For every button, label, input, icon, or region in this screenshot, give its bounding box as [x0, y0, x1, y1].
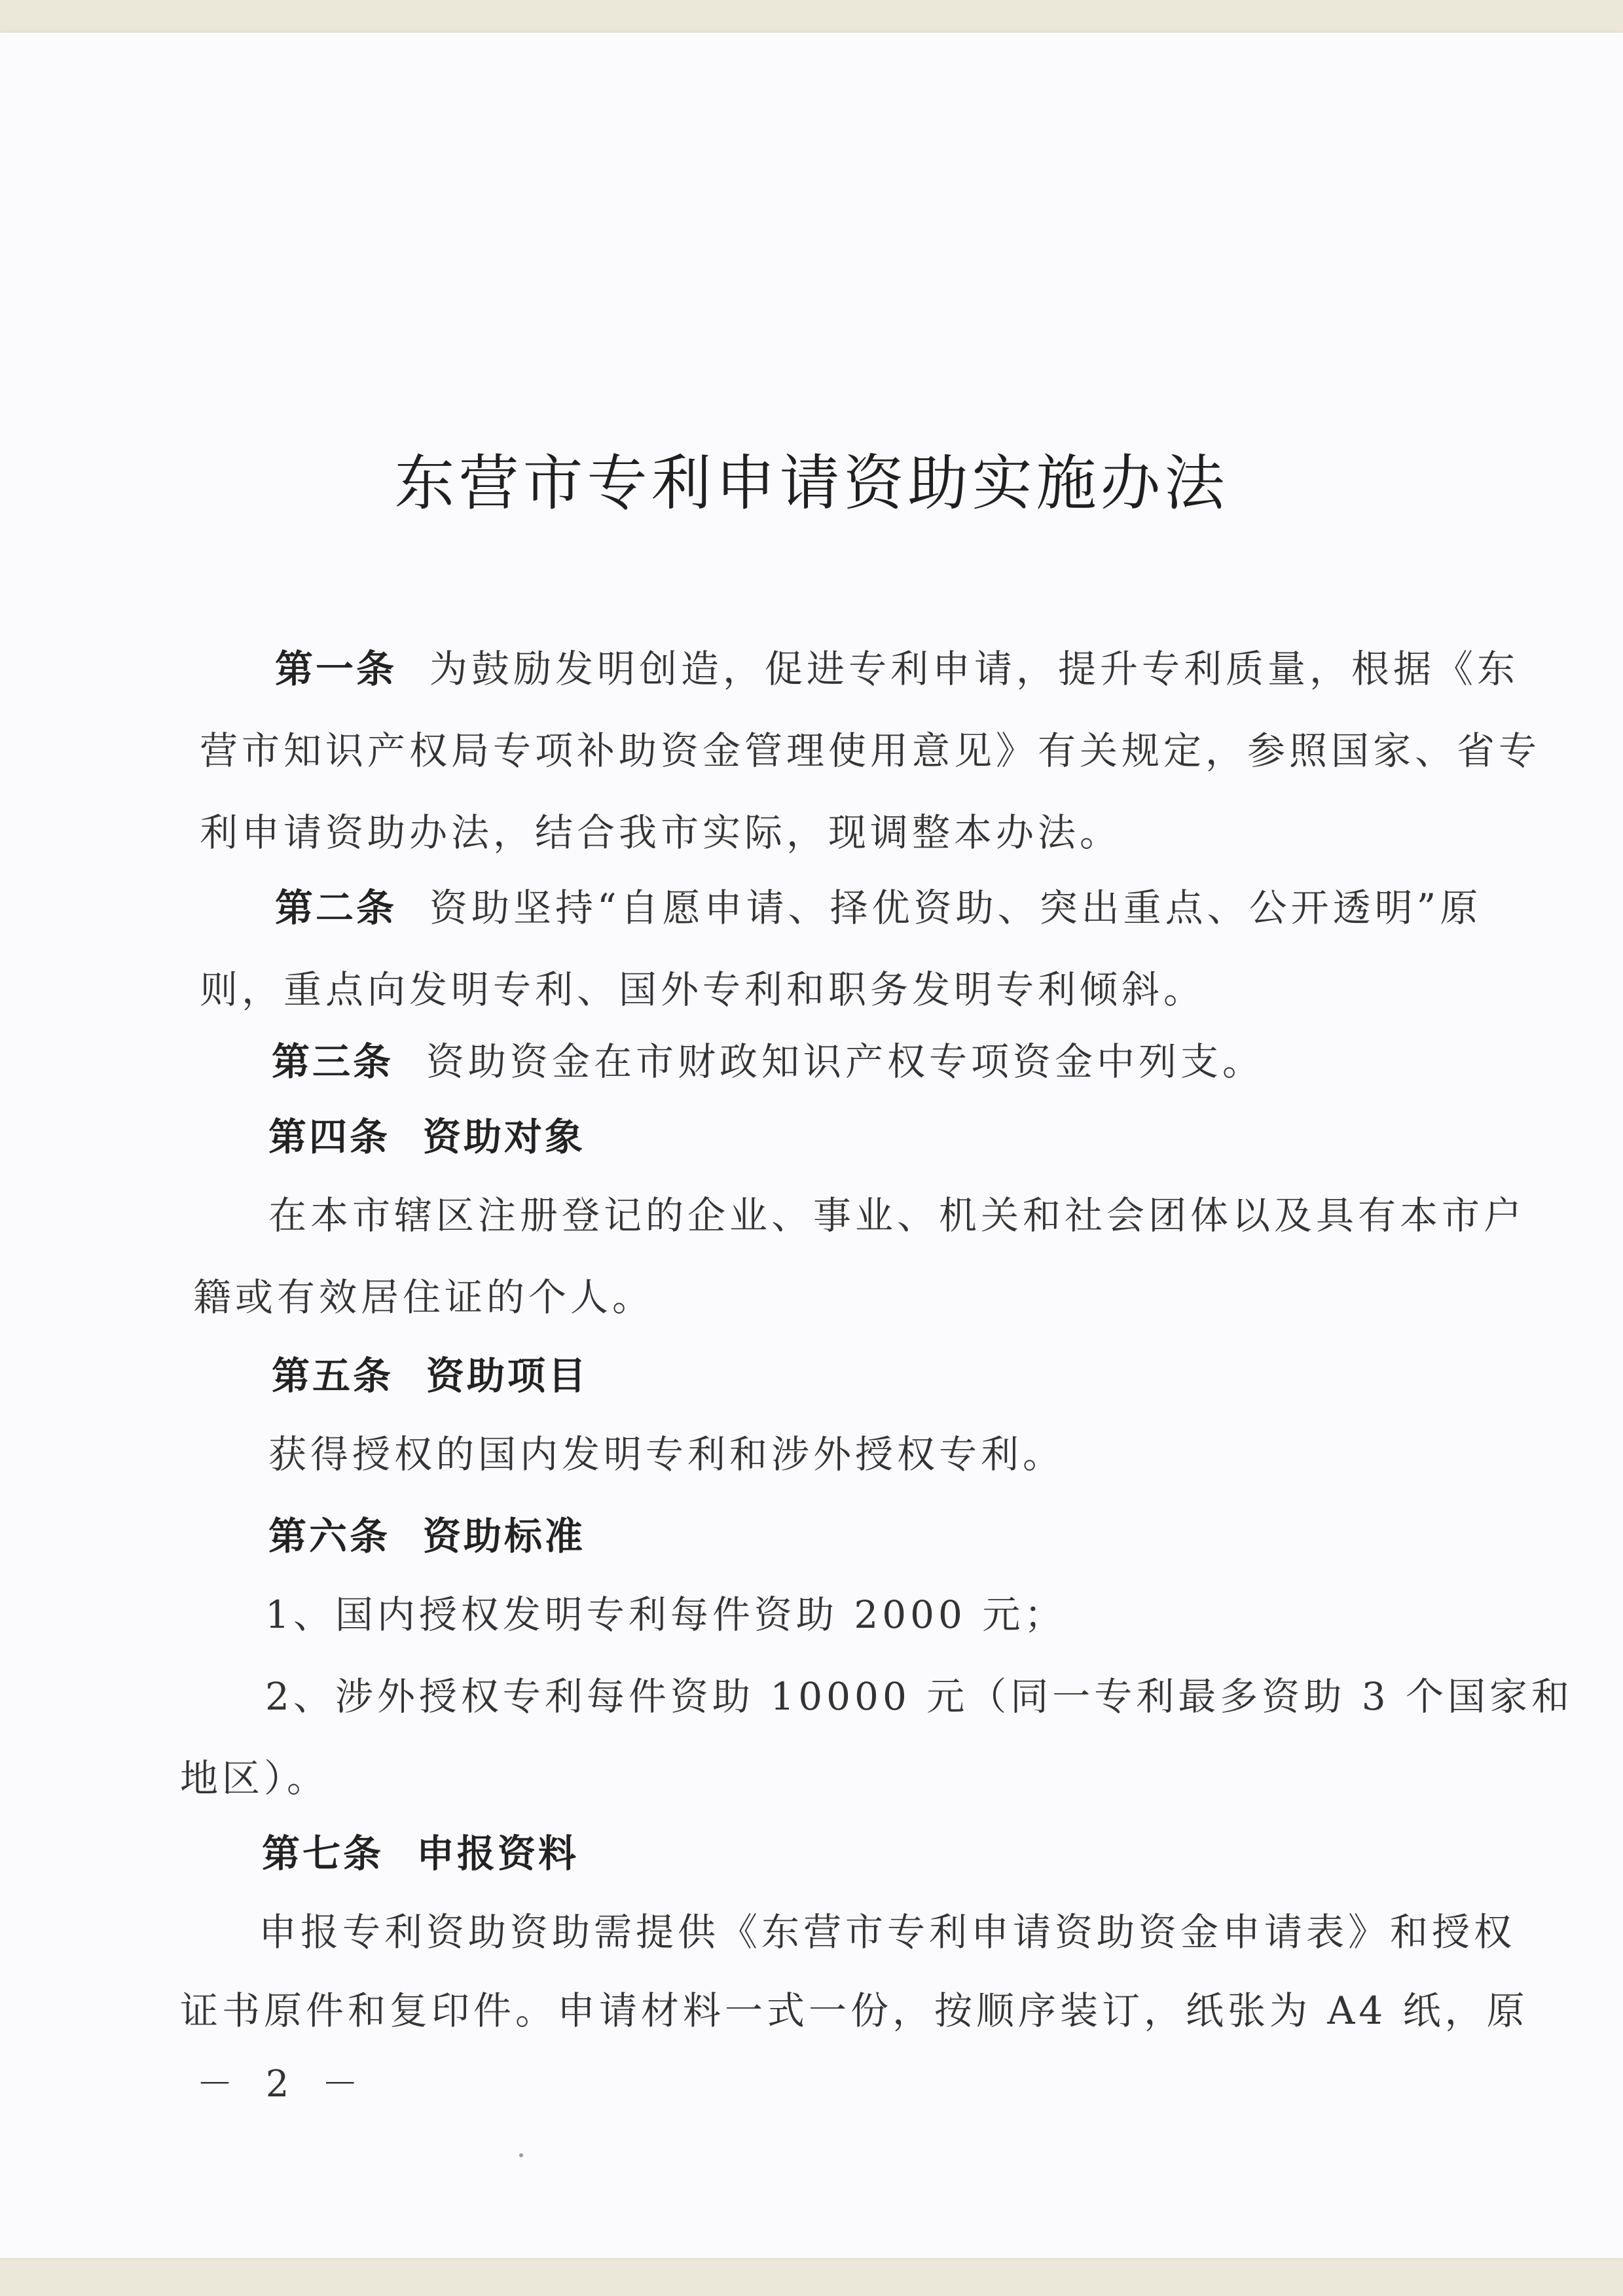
article-7-subheading: 申报资料: [416, 1831, 579, 1876]
article-2-text: 资助坚持“自愿申请、择优资助、突出重点、公开透明”原: [429, 886, 1482, 930]
article-6-line-3: 地区）。: [180, 1756, 329, 1801]
document-page: [0, 33, 1623, 2258]
article-4-line-2: 籍或有效居住证的个人。: [193, 1275, 655, 1319]
article-5-heading: 第五条: [272, 1354, 394, 1398]
article-1-line-1: [275, 638, 1519, 693]
document-title: 东营市专利申请资助实施办法: [394, 448, 1229, 518]
article-5-subheading: 资助项目: [426, 1354, 589, 1398]
article-7-line-1: 申报专利资助资助需提供《东营市专利申请资助资金申请表》和授权: [259, 1910, 1516, 1954]
article-7-heading-line: [262, 1823, 579, 1878]
article-7-heading: 第七条: [262, 1831, 384, 1876]
article-6-heading-line: [268, 1505, 585, 1560]
article-5-heading-line: [272, 1345, 589, 1400]
article-1-line-2: 营市知识产权局专项补助资金管理使用意见》有关规定，参照国家、省专: [200, 728, 1541, 773]
article-4-line-1: 在本市辖区注册登记的企业、事业、机关和社会团体以及具有本市户: [268, 1193, 1526, 1238]
article-1-heading: 第一条: [275, 647, 397, 691]
article-6-heading: 第六条: [268, 1514, 391, 1558]
article-6-line-2: 2、涉外授权专利每件资助 10000 元（同一专利最多资助 3 个国家和: [265, 1674, 1574, 1719]
article-6-line-1: 1、国内授权发明专利每件资助 2000 元；: [265, 1592, 1067, 1637]
article-2-heading: 第二条: [275, 886, 397, 930]
page-number: － 2 －: [196, 2063, 369, 2106]
article-4-heading-line: [268, 1106, 585, 1161]
article-7-line-2: 证书原件和复印件。申请材料一式一份，按顺序装订，纸张为 A4 纸，原: [180, 1988, 1529, 2033]
article-1-line-3: 利申请资助办法，结合我市实际，现调整本办法。: [200, 810, 1122, 855]
article-3-text: 资助资金在市财政知识产权专项资金中列支。: [426, 1039, 1265, 1084]
article-4-subheading: 资助对象: [423, 1115, 586, 1159]
article-3-heading: 第三条: [272, 1039, 394, 1084]
article-3-line-1: [272, 1031, 1264, 1086]
article-1-text: 为鼓励发明创造，促进专利申请，提升专利质量，根据《东: [429, 647, 1520, 691]
scan-speck: [519, 2153, 523, 2157]
article-6-subheading: 资助标准: [423, 1514, 586, 1558]
article-2-line-2: 则，重点向发明专利、国外专利和职务发明专利倾斜。: [200, 967, 1206, 1012]
article-2-line-1: [275, 877, 1482, 932]
article-4-heading: 第四条: [268, 1115, 391, 1159]
article-5-line-1: 获得授权的国内发明专利和涉外授权专利。: [268, 1432, 1065, 1477]
